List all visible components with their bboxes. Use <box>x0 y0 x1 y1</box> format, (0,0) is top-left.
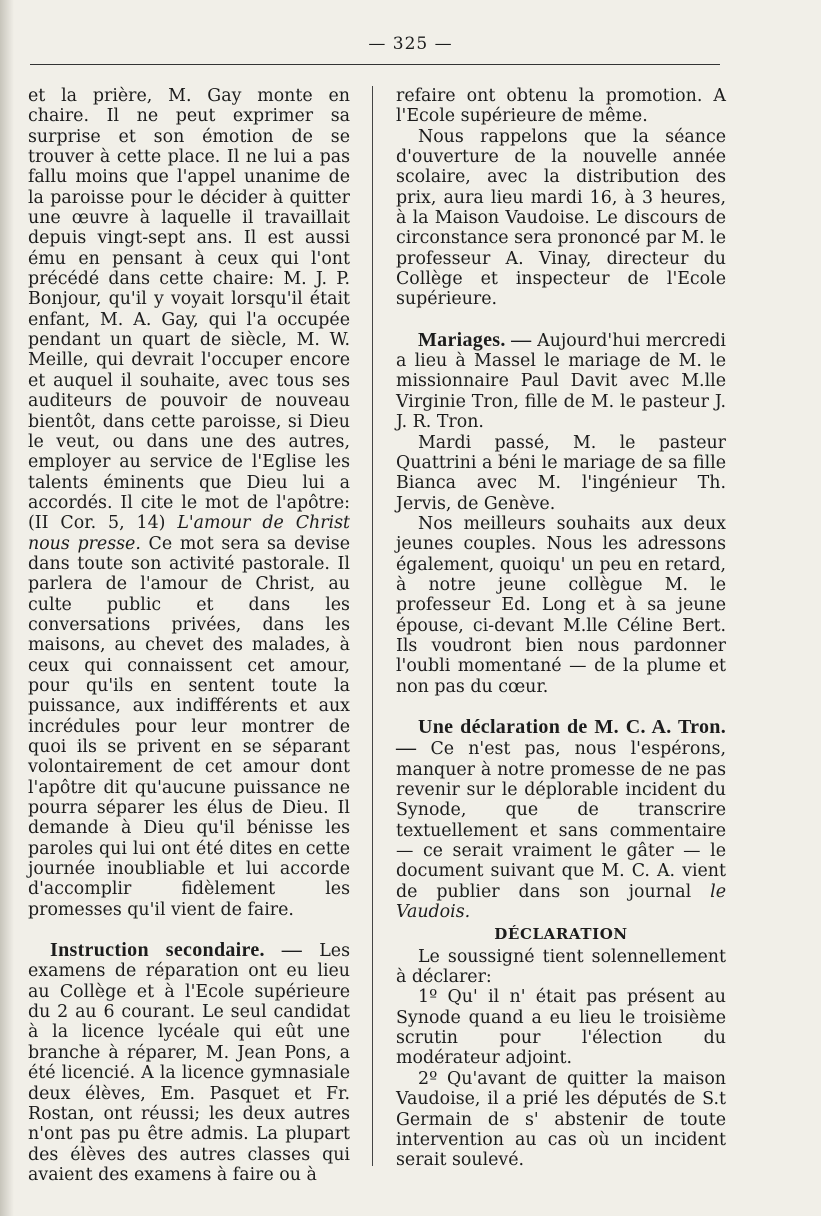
binding-shadow <box>0 0 14 1216</box>
left-paragraph-2-text: Les examens de réparation ont eu lieu au Collège et à l'Ecole supérieure du 2 au 6 courant. Le seul candidat à la licence lycéale qui eût une branche à réparer, M. Jean Pons, a été licencié. A la licence gymnasiale deux élèves, Em. Pasquet et Fr. Rostan, ont réussi; les deux autres n'ont pas pu être admis. La plupart des élèves des autres classes qui avaient des examens à faire ou à <box>28 941 350 1185</box>
left-paragraph-1-text: et la prière, M. Gay monte en chaire. Il ne peut exprimer sa surprise et son émotion de se trouver à cette place. Il ne lui a pas fallu moins que l'appel unanime de la paroisse pour le décider à quitter une œuvre à laquelle il travaillait depuis vingt-sept ans. Il est aussi ému en pensant à ceux qui l'ont précédé dans cette chaire: M. J. P. Bonjour, qu'il y voyait lorsqu'il était enfant, M. A. Gay, qui l'a occupée pendant un quart de siècle, M. W. Meille, qui devrait l'occuper encore et auquel il souhaite, avec tous ses auditeurs de pouvoir de nouveau bientôt, dans cette paroisse, si Dieu le veut, ou dans une des autres, employer au service de l'Eglise les talents éminents que Dieu lui a accordés. Il cite le mot de l'apôtre: (II Cor. 5, 14) <box>28 86 350 534</box>
section-spacer <box>396 697 726 717</box>
left-paragraph-1-continued: Ce mot sera sa devise dans toute son activité pastorale. Il parlera de l'amour de Christ, au culte public et dans les conversations privées, dans les maisons, au chevet des malades, à ceux qui connaissent cet amour, pour qu'ils en sentent toute la puissance, aux indifférents et aux incrédules pour leur montrer de quoi ils se privent en se séparant volontairement de cet amour dont l'apôtre dit qu'aucune puissance ne pourra séparer les élus de Dieu. Il demande à Dieu qu'il bénisse les paroles qui lui ont été dites en cette journée inoubliable et lui accorde d'accomplir fidèlement les promesses qu'il vient de faire. <box>28 533 350 920</box>
section-heading-mariages: Mariages. — <box>418 328 532 351</box>
page-number: — 325 — <box>368 34 453 54</box>
left-paragraph-1-quote: L'amour de Christ nous presse. <box>28 513 351 554</box>
section-spacer <box>396 310 726 330</box>
declaration-title: DÉCLARATION <box>494 925 628 944</box>
declaration-item-1: 1º Qu' il n' était pas présent au Synode quand a eu lieu le troisième scrutin pour l'élection du modérateur adjoint. <box>396 987 726 1069</box>
right-paragraph-6 <box>396 717 726 922</box>
section-spacer <box>28 920 350 940</box>
right-paragraph-4: Mardi passé, M. le pasteur Quattrini a béni le mariage de sa fille Bianca avec M. l'ingénieur Th. Jervis, de Genève. <box>396 432 726 514</box>
left-paragraph-1 <box>28 86 350 920</box>
section-heading-declaration: Une déclaration de M. C. A. Tron. — <box>396 715 726 760</box>
declaration-item-2: 2º Qu'avant de quitter la maison Vaudoise, il a prié les députés de S.t Germain de s' abstenir de toute intervention au cas où un incident serait soulevé. <box>396 1068 726 1171</box>
right-paragraph-1: refaire ont obtenu la promotion. A l'Ecole supérieure de même. <box>396 86 726 127</box>
right-paragraph-5: Nos meilleurs souhaits aux deux jeunes couples. Nous les adressons également, quoiqu' un peu en retard, à notre jeune collègue M. le professeur Ed. Long et à sa jeune épouse, ci-devant M.lle Céline Bert. Ils voudront bien nous pardonner l'oubli momentané — de la plume et non pas du cœur. <box>396 513 726 697</box>
right-column <box>396 86 726 1171</box>
column-divider <box>372 86 373 1166</box>
left-column <box>28 86 350 1185</box>
section-heading-instruction: Instruction secondaire. — <box>50 939 303 962</box>
right-paragraph-6-text: Ce n'est pas, nous l'espérons, manquer à notre promesse de ne pas revenir sur le déplorable incident du Synode, que de transcrire textuellement et sans commentaire — ce serait vraiment le gâter — le document suivant que M. C. A. vient de publier dans son journal <box>396 739 726 902</box>
left-paragraph-2 <box>28 940 350 1185</box>
right-paragraph-6-journal: le Vaudois. <box>396 881 726 923</box>
right-paragraph-2: Nous rappelons que la séance d'ouverture de la nouvelle année scolaire, avec la distribution des prix, aura lieu mardi 16, à 3 heures, à la Maison Vaudoise. Le discours de circonstance sera prononcé par M. le professeur A. Vinay, directeur du Collège et inspecteur de l'Ecole supérieure. <box>396 126 726 310</box>
right-paragraph-3-text: Aujourd'hui mercredi a lieu à Massel le mariage de M. le missionnaire Paul Davit avec M.lle Virginie Tron, fille de M. le pasteur J. J. R. Tron. <box>396 330 726 433</box>
right-paragraph-3 <box>396 330 726 433</box>
header-rule <box>30 64 720 65</box>
right-paragraph-7: Le soussigné tient solennellement à déclarer: <box>396 946 726 988</box>
